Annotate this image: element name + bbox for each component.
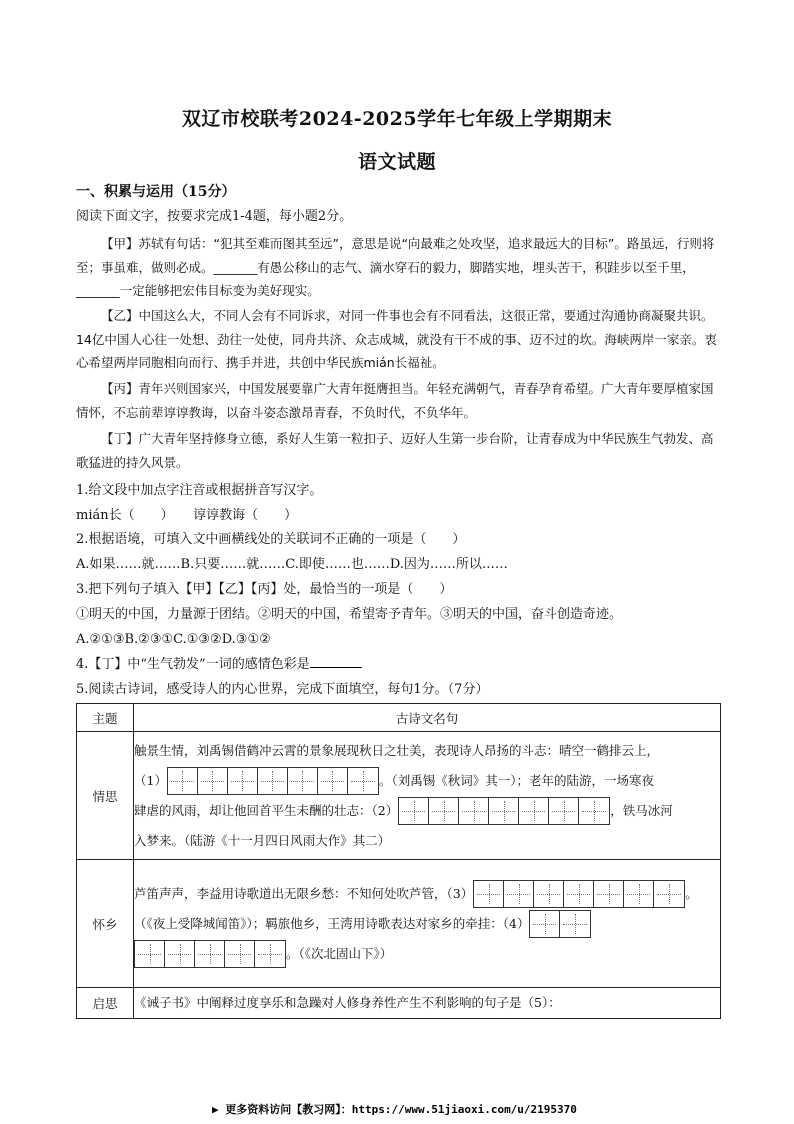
theme-qingsi: 情思 (77, 732, 134, 860)
answer-boxes-4a[interactable] (529, 910, 591, 938)
content-text: 。（《次北固山下》） (286, 945, 393, 961)
content-text: ，铁马冰河 (610, 802, 673, 818)
theme-huaixiang: 怀乡 (77, 860, 134, 988)
question-2-options: A.如果……就……B.只要……就……C.即使……也……D.因为……所以…… (76, 557, 508, 572)
content-text: （《夜上受降城闻笛》）；羁旅他乡，王湾用诗歌表达对家乡的牵挂：（4） (134, 915, 530, 931)
passage-jia: 【甲】苏轼有句话：“犯其至难而图其至远”，意思是说“向最难之处攻坚，追求最远大的目标”。路虽远，行则将至；事虽难，做则必成。_______有愚公移山的志气、滴水穿石的毅力，脚踏实地，埋头苦干，积跬步以至千里，_______一定能够把宏伟目标变为美好现实。 (76, 236, 715, 299)
header-theme: 主题 (77, 704, 134, 732)
theme-qisi: 启思 (77, 988, 134, 1019)
question-5: 5.阅读古诗词，感受诗人的内心世界，完成下面填空，每句1分。（7分） (76, 682, 489, 697)
content-huaixiang (134, 860, 721, 988)
footer-link[interactable]: ▶ 更多资料访问【教习网】：https://www.51jiaoxi.com/u/2195370 (212, 1103, 577, 1116)
content-text: 。 (685, 885, 698, 901)
content-text: 入梦来。（陆游《十一月四日风雨大作》其二） (134, 832, 391, 848)
poem-table (76, 703, 721, 1019)
page-subtitle: 语文试题 (357, 151, 436, 173)
content-text: 《诫子书》中阐释过度享乐和急躁对人修身养性产生不利影响的句子是（5）： (134, 995, 561, 1010)
passage-bing: 【丙】青年兴则国家兴，中国发展要靠广大青年挺膺担当。年轻充满朝气，青春孕育希望。广大青年要厚植家国情怀，不忘前辈谆谆教诲，以奋斗姿态激昂青春，不负时代，不负华年。 (76, 381, 714, 420)
passage-ding: 【丁】广大青年坚持修身立德，系好人生第一粒扣子、迈好人生第一步台阶，让青春成为中华民族生气勃发、高歌猛进的持久风景。 (76, 431, 714, 470)
section-instruction: 阅读下面文字，按要求完成1-4题，每小题2分。 (76, 209, 353, 224)
header-content: 古诗文名句 (134, 704, 721, 732)
content-text: 触景生情，刘禹锡借鹤冲云霄的景象展现秋日之壮美，表现诗人昂扬的斗志：晴空一鹤排云上， (134, 742, 660, 758)
passage-yi: 【乙】中国这么大，不同人会有不同诉求，对同一件事也会有不同看法，这很正常，要通过沟通协商凝聚共识。14亿中国人心往一处想、劲往一处使，同舟共济、众志成城，就没有干不成的事、迈不过的坎。海峡两岸一家亲。衷心希望两岸同胞相向而行、携手并进，共创中华民族mián长福祉。 (76, 308, 717, 371)
answer-boxes-1[interactable] (167, 767, 379, 795)
question-1: 1.给文段中加点字注音或根据拼音写汉字。 (76, 483, 323, 498)
answer-boxes-2[interactable] (398, 797, 610, 825)
question-2: 2.根据语境，可填入文中画横线处的关联词不正确的一项是（ ） (76, 532, 466, 547)
answer-blank[interactable] (310, 655, 362, 668)
answer-boxes-4b[interactable] (134, 940, 286, 968)
section-heading: 一、积累与运用（15分） (76, 184, 236, 200)
content-text: 。（刘禹锡《秋词》其一）；老年的陆游，一场寒夜 (378, 772, 654, 788)
content-text: 芦笛声声，李益用诗歌道出无限乡愁：不知何处吹芦管，（3） (134, 885, 474, 901)
content-text: 肆虐的风雨，却让他回首平生未酬的壮志：（2） (134, 802, 399, 818)
content-qisi (134, 988, 721, 1019)
content-qingsi (134, 732, 721, 860)
question-1-options: mián长（ ） 谆谆教诲（ ） (76, 508, 298, 523)
content-text: （1） (134, 772, 167, 788)
answer-boxes-3[interactable] (473, 880, 685, 908)
page-title: 双辽市校联考2024-2025学年七年级上学期期末 (181, 108, 613, 130)
question-3-sentences: ①明天的中国，力量源于团结。②明天的中国，希望寄予青年。③明天的中国，奋斗创造奇迹。 (76, 607, 623, 622)
question-4 (76, 655, 362, 675)
question-3-options: A.②①③B.②③①C.①③②D.③①② (76, 632, 271, 647)
question-4-text: 4.【丁】中“生气勃发”一词的感情色彩是 (76, 657, 310, 672)
question-3: 3.把下列句子填入【甲】【乙】【丙】处，最恰当的一项是（ ） (76, 582, 453, 597)
